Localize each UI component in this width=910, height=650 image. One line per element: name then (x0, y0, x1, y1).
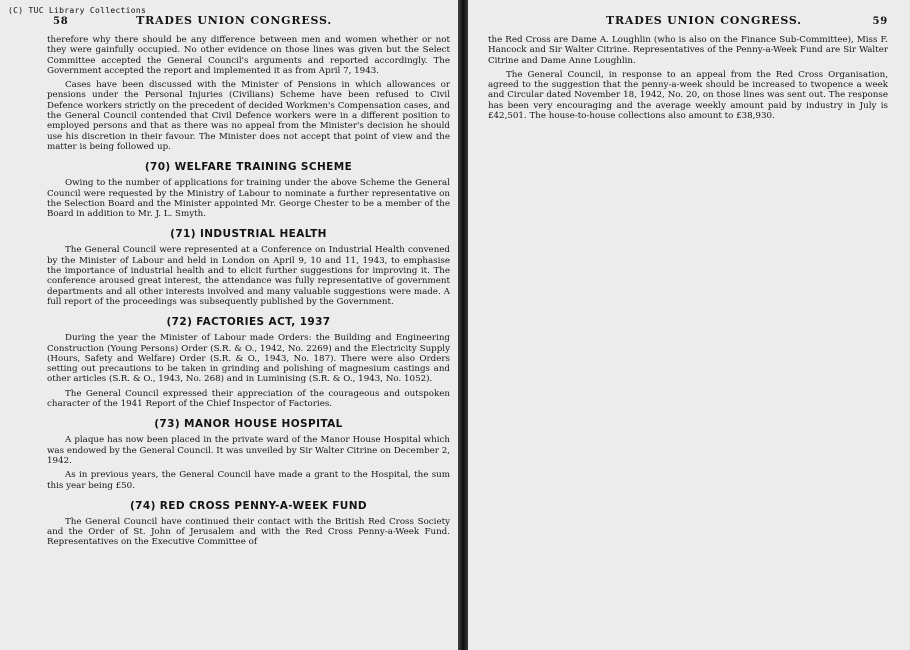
right-running-head: TRADES UNION CONGRESS. (606, 14, 802, 27)
section-heading-72 (47, 316, 450, 328)
left-page-number: 58 (53, 16, 69, 27)
left-page-header (53, 14, 450, 27)
section-number: (70) (144, 161, 171, 174)
right-page (468, 0, 910, 650)
section-number: (74) (129, 499, 156, 512)
section-number: (73) (154, 418, 181, 431)
book-gutter (458, 0, 468, 650)
paragraph: the Red Cross are Dame A. Loughlin (who is also on the Finance Sub-Committee), Miss F. Hancock and Sir Walter Citrine. Representatives of the Penny-a-Week Fund are Sir Walter Citrine and Dame Anne Loughlin. (488, 35, 888, 66)
section-heading-73 (47, 418, 450, 430)
paragraph: Cases have been discussed with the Minister of Pensions in which allowances or pensions under the Personal Injuries (Civilians) Scheme have been refused to Civil Defence workers strictly on the precedent of decided Workmen's Compensation cases, and the General Council contended that Civil Defence workers were in a different position to employed persons and that as there was no appeal from the Minister's decision he should use his discretion in their favour. The Minister does not accept that point of view and the matter is being followed up. (47, 80, 450, 152)
section-title: FACTORIES ACT, 1937 (196, 316, 331, 329)
section-title: WELFARE TRAINING SCHEME (174, 161, 353, 174)
section-title: RED CROSS PENNY-A-WEEK FUND (159, 499, 368, 512)
right-page-header (488, 14, 888, 27)
right-page-number: 59 (872, 16, 888, 27)
section-number: (72) (166, 316, 193, 329)
section-heading-70 (47, 161, 450, 173)
paragraph: Owing to the number of applications for training under the above Scheme the General Council were requested by the Ministry of Labour to nominate a further representative on the Selection Board and the Minister appointed Mr. George Chester to be a member of the Board in addition to Mr. J. L. Smyth. (47, 178, 450, 220)
section-title: INDUSTRIAL HEALTH (199, 228, 327, 241)
paragraph: The General Council expressed their appreciation of the courageous and outspoken character of the 1941 Report of the Chief Inspector of Factories. (47, 388, 450, 410)
paragraph: The General Council were represented at a Conference on Industrial Health convened by the Minister of Labour and held in London on April 9, 10 and 11, 1943, to emphasise the importance of industrial health and to elicit further suggestions for improving it. The conference aroused great interest, the attendance was fully representative of government departments and all other interests involved and many valuable suggestions were made. A full report of the proceedings was subsequently published by the Government. (47, 245, 450, 307)
section-title: MANOR HOUSE HOSPITAL (184, 418, 343, 431)
paragraph: therefore why there should be any difference between men and women whether or not they were gainfully occupied. No other evidence on those lines was given but the Select Committee accepted the General Council's arguments and reported accordingly. The Government accepted the report and implemented it as from April 7, 1943. (47, 35, 450, 76)
section-number: (71) (170, 228, 196, 241)
section-heading-74 (47, 500, 450, 512)
left-running-head: TRADES UNION CONGRESS. (136, 14, 332, 27)
paragraph: A plaque has now been placed in the private ward of the Manor House Hospital which was endowed by the General Council. It was unveiled by Sir Walter Citrine on December 2, 1942. (47, 435, 450, 466)
paragraph: The General Council, in response to an appeal from the Red Cross Organisation, agreed to the suggestion that the penny-a-week should be increased to twopence a week and Circular dated November 18, 1942, No. 20, on those lines was sent out. The response has been very encouraging and the average weekly amount paid by industry in July is £42,501. The house-to-house collections also amount to £38,930. (488, 69, 888, 122)
section-heading-71 (47, 228, 450, 240)
paragraph: During the year the Minister of Labour made Orders: the Building and Engineering Construction (Young Persons) Order (S.R. & O., 1942, No. 2269) and the Electricity Supply (Hours, Safety and Welfare) Order (S.R. & O., 1943, No. 187). There were also Orders setting out precautions to be taken in grinding and polishing of magnesium castings and other articles (S.R. & O., 1943, No. 268) and in Luminising (S.R. & O., 1943, No. 1052). (47, 333, 450, 385)
paragraph: As in previous years, the General Council have made a grant to the Hospital, the sum this year being £50. (47, 470, 450, 491)
watermark: (C) TUC Library Collections (8, 6, 147, 15)
paragraph: The General Council have continued their contact with the British Red Cross Society and the Order of St. John of Jerusalem and with the Red Cross Penny-a-Week Fund. Representatives on the Executive Committee of (47, 516, 450, 548)
